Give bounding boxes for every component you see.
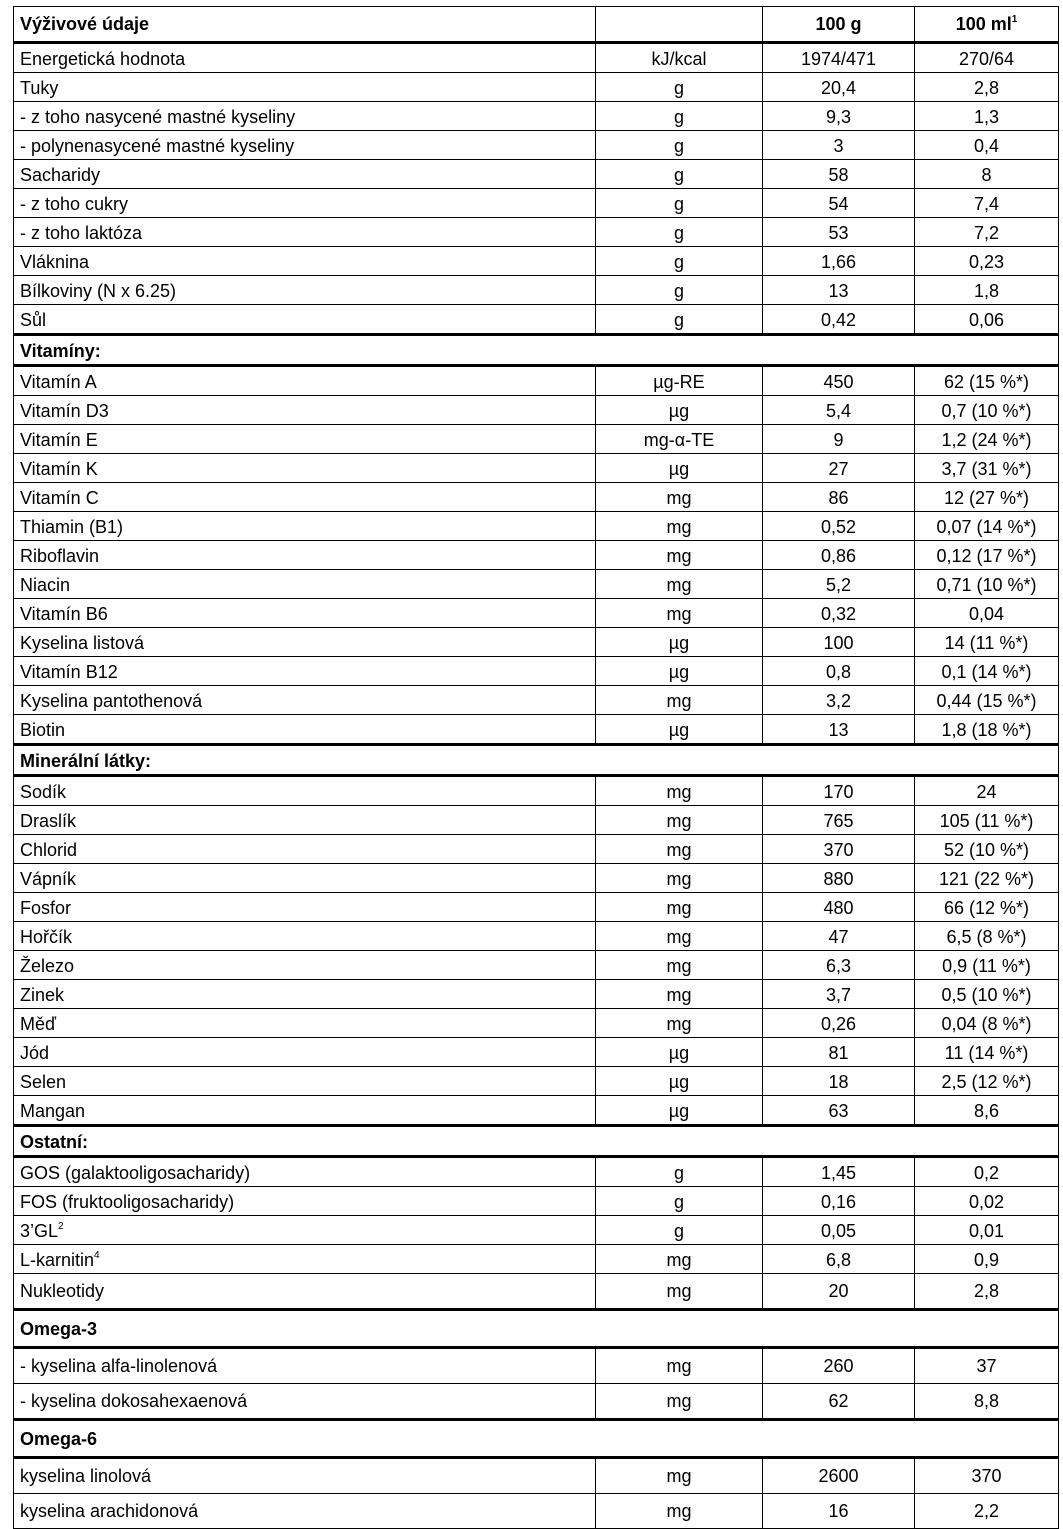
- value-per-100ml: 8,6: [915, 1096, 1059, 1126]
- value-per-100ml: 2,5 (12 %*): [915, 1067, 1059, 1096]
- nutrient-name-text: kyselina arachidonová: [20, 1501, 199, 1521]
- nutrient-name-text: Draslík: [20, 811, 77, 831]
- nutrient-name-text: Vitamín B12: [20, 662, 118, 682]
- value-per-100ml: 1,8 (18 %*): [915, 715, 1059, 745]
- nutrient-name-text: FOS (fruktooligosacharidy): [20, 1192, 235, 1212]
- nutrient-name-text: Mangan: [20, 1101, 86, 1121]
- value-per-100ml: 121 (22 %*): [915, 864, 1059, 893]
- nutrient-name-text: - z toho nasycené mastné kyseliny: [20, 107, 296, 127]
- unit-cell: µg: [596, 454, 763, 483]
- nutrient-name-text: L-karnitin: [20, 1250, 95, 1270]
- table-row: [14, 541, 1059, 570]
- unit-cell: mg: [596, 599, 763, 628]
- section-minerals-title: Minerální látky:: [14, 745, 1059, 776]
- unit-cell: mg: [596, 776, 763, 806]
- unit-cell: mg-α-TE: [596, 425, 763, 454]
- value-per-100ml: 0,01: [915, 1216, 1059, 1245]
- nutrient-name-text: Fosfor: [20, 898, 72, 918]
- nutrient-name: [14, 1458, 596, 1494]
- unit-cell: mg: [596, 980, 763, 1009]
- table-row: [14, 189, 1059, 218]
- nutrient-name: [14, 893, 596, 922]
- nutrient-name: [14, 1494, 596, 1529]
- table-row: [14, 425, 1059, 454]
- unit-cell: g: [596, 1216, 763, 1245]
- nutrient-name-text: Vitamín K: [20, 459, 98, 479]
- table-row: [14, 512, 1059, 541]
- value-per-100g: 5,2: [763, 570, 915, 599]
- section-omega-3: [14, 1310, 1059, 1348]
- unit-cell: mg: [596, 1494, 763, 1529]
- unit-cell: mg: [596, 1384, 763, 1420]
- nutrient-name: [14, 1009, 596, 1038]
- table-row: [14, 1348, 1059, 1384]
- table-row: [14, 73, 1059, 102]
- nutrient-name: [14, 102, 596, 131]
- value-per-100g: 47: [763, 922, 915, 951]
- value-per-100g: 13: [763, 715, 915, 745]
- value-per-100g: 2600: [763, 1458, 915, 1494]
- table-row: [14, 1096, 1059, 1126]
- table-row: [14, 160, 1059, 189]
- nutrient-name: [14, 1038, 596, 1067]
- nutrient-name-text: Sůl: [20, 310, 47, 330]
- nutrient-name-text: 3’GL: [20, 1221, 59, 1241]
- unit-cell: g: [596, 218, 763, 247]
- value-per-100ml: 0,2: [915, 1157, 1059, 1187]
- value-per-100g: 0,32: [763, 599, 915, 628]
- table-row: [14, 1494, 1059, 1529]
- nutrient-name: [14, 425, 596, 454]
- table-row: [14, 366, 1059, 396]
- value-per-100ml: 1,8: [915, 276, 1059, 305]
- nutrient-name-text: Zinek: [20, 985, 65, 1005]
- table-row: [14, 864, 1059, 893]
- nutrient-name-text: Sodík: [20, 782, 67, 802]
- nutrition-table-body: [14, 7, 1059, 1529]
- value-per-100ml: 270/64: [915, 43, 1059, 73]
- unit-cell: g: [596, 102, 763, 131]
- value-per-100ml: 1,2 (24 %*): [915, 425, 1059, 454]
- table-row: [14, 1187, 1059, 1216]
- table-row: [14, 43, 1059, 73]
- table-row: [14, 276, 1059, 305]
- unit-cell: g: [596, 1157, 763, 1187]
- value-per-100g: 86: [763, 483, 915, 512]
- table-row: [14, 454, 1059, 483]
- unit-cell: µg: [596, 715, 763, 745]
- table-row: [14, 657, 1059, 686]
- nutrient-name: [14, 366, 596, 396]
- unit-cell: µg: [596, 1067, 763, 1096]
- nutrient-name: [14, 1274, 596, 1310]
- value-per-100g: 9,3: [763, 102, 915, 131]
- nutrient-name: [14, 806, 596, 835]
- value-per-100ml: 66 (12 %*): [915, 893, 1059, 922]
- value-per-100g: 3: [763, 131, 915, 160]
- table-row: [14, 1157, 1059, 1187]
- unit-cell: mg: [596, 1245, 763, 1274]
- value-per-100g: 0,42: [763, 305, 915, 335]
- nutrient-name: [14, 43, 596, 73]
- value-per-100g: 13: [763, 276, 915, 305]
- unit-cell: µg: [596, 657, 763, 686]
- table-row: [14, 715, 1059, 745]
- value-per-100ml: 370: [915, 1458, 1059, 1494]
- value-per-100g: 0,26: [763, 1009, 915, 1038]
- value-per-100ml: 52 (10 %*): [915, 835, 1059, 864]
- unit-cell: µg: [596, 628, 763, 657]
- unit-cell: mg: [596, 1458, 763, 1494]
- unit-cell: mg: [596, 512, 763, 541]
- unit-cell: mg: [596, 922, 763, 951]
- value-per-100g: 880: [763, 864, 915, 893]
- unit-cell: mg: [596, 1348, 763, 1384]
- value-per-100ml: 24: [915, 776, 1059, 806]
- nutrient-name-text: Nukleotidy: [20, 1281, 105, 1301]
- value-per-100g: 1,45: [763, 1157, 915, 1187]
- nutrient-name: [14, 864, 596, 893]
- value-per-100g: 5,4: [763, 396, 915, 425]
- value-per-100ml: 0,02: [915, 1187, 1059, 1216]
- nutrient-name: [14, 305, 596, 335]
- value-per-100g: 1974/471: [763, 43, 915, 73]
- nutrient-name-text: - z toho cukry: [20, 194, 129, 214]
- value-per-100ml: 0,07 (14 %*): [915, 512, 1059, 541]
- value-per-100ml: 0,04 (8 %*): [915, 1009, 1059, 1038]
- value-per-100g: 370: [763, 835, 915, 864]
- table-row: [14, 305, 1059, 335]
- unit-cell: g: [596, 189, 763, 218]
- nutrient-name: [14, 454, 596, 483]
- nutrient-name-text: Selen: [20, 1072, 67, 1092]
- table-row: [14, 776, 1059, 806]
- table-row: [14, 1038, 1059, 1067]
- section-minerals: [14, 745, 1059, 776]
- table-row: [14, 1458, 1059, 1494]
- value-per-100g: 450: [763, 366, 915, 396]
- unit-cell: g: [596, 160, 763, 189]
- nutrient-name-text: Sacharidy: [20, 165, 101, 185]
- value-per-100g: 0,86: [763, 541, 915, 570]
- unit-cell: mg: [596, 483, 763, 512]
- nutrient-name-text: Tuky: [20, 78, 59, 98]
- unit-cell: µg-RE: [596, 366, 763, 396]
- nutrient-name-text: Chlorid: [20, 840, 78, 860]
- table-row: [14, 218, 1059, 247]
- nutrient-name-text: Niacin: [20, 575, 71, 595]
- value-per-100ml: 7,2: [915, 218, 1059, 247]
- value-per-100g: 9: [763, 425, 915, 454]
- section-other: [14, 1126, 1059, 1157]
- value-per-100g: 3,2: [763, 686, 915, 715]
- value-per-100g: 58: [763, 160, 915, 189]
- value-per-100ml: 0,7 (10 %*): [915, 396, 1059, 425]
- unit-cell: kJ/kcal: [596, 43, 763, 73]
- value-per-100ml: 11 (14 %*): [915, 1038, 1059, 1067]
- nutrient-name: [14, 1216, 596, 1245]
- table-row: [14, 1245, 1059, 1274]
- nutrient-name-text: Vitamín A: [20, 372, 97, 392]
- nutrient-name-text: Jód: [20, 1043, 50, 1063]
- value-per-100g: 3,7: [763, 980, 915, 1009]
- table-row: [14, 835, 1059, 864]
- table-row: [14, 247, 1059, 276]
- value-per-100ml: 1,3: [915, 102, 1059, 131]
- nutrient-name: [14, 715, 596, 745]
- section-omega-3-title: Omega-3: [14, 1310, 1059, 1348]
- value-per-100ml: 0,71 (10 %*): [915, 570, 1059, 599]
- unit-cell: mg: [596, 835, 763, 864]
- table-row: [14, 922, 1059, 951]
- unit-cell: g: [596, 1187, 763, 1216]
- value-per-100ml: 0,04: [915, 599, 1059, 628]
- nutrient-name-text: Energetická hodnota: [20, 49, 186, 69]
- table-row: [14, 1009, 1059, 1038]
- nutrient-name-text: Vápník: [20, 869, 77, 889]
- value-per-100g: 20: [763, 1274, 915, 1310]
- nutrient-name: [14, 1067, 596, 1096]
- nutrient-name: [14, 1245, 596, 1274]
- table-row: [14, 570, 1059, 599]
- value-per-100g: 1,66: [763, 247, 915, 276]
- value-per-100ml: 0,5 (10 %*): [915, 980, 1059, 1009]
- table-row: [14, 806, 1059, 835]
- unit-cell: µg: [596, 1038, 763, 1067]
- value-per-100ml: 7,4: [915, 189, 1059, 218]
- table-row: [14, 951, 1059, 980]
- value-per-100ml: 0,9 (11 %*): [915, 951, 1059, 980]
- header-label: Výživové údaje: [14, 7, 596, 43]
- value-per-100g: 6,3: [763, 951, 915, 980]
- nutrient-name: [14, 835, 596, 864]
- nutrient-name: [14, 276, 596, 305]
- nutrient-name-text: Vitamín E: [20, 430, 98, 450]
- nutrient-name-text: Železo: [20, 956, 75, 976]
- nutrient-name: [14, 1096, 596, 1126]
- nutrient-name: [14, 980, 596, 1009]
- value-per-100g: 0,8: [763, 657, 915, 686]
- nutrient-name: [14, 189, 596, 218]
- nutrient-name-text: Vitamín C: [20, 488, 99, 508]
- unit-cell: g: [596, 73, 763, 102]
- unit-cell: mg: [596, 864, 763, 893]
- value-per-100g: 20,4: [763, 73, 915, 102]
- nutrient-name: [14, 599, 596, 628]
- value-per-100g: 53: [763, 218, 915, 247]
- value-per-100ml: 2,8: [915, 1274, 1059, 1310]
- nutrient-name-text: Hořčík: [20, 927, 73, 947]
- section-vitamins: [14, 335, 1059, 366]
- value-per-100ml: 0,06: [915, 305, 1059, 335]
- header-footnote-1: 1: [1011, 14, 1018, 25]
- value-per-100ml: 2,2: [915, 1494, 1059, 1529]
- unit-cell: mg: [596, 686, 763, 715]
- table-row: [14, 628, 1059, 657]
- value-per-100g: 63: [763, 1096, 915, 1126]
- nutrient-name: [14, 541, 596, 570]
- unit-cell: g: [596, 276, 763, 305]
- value-per-100g: 0,05: [763, 1216, 915, 1245]
- table-header-row: [14, 7, 1059, 43]
- nutrient-name: [14, 483, 596, 512]
- unit-cell: g: [596, 305, 763, 335]
- value-per-100ml: 62 (15 %*): [915, 366, 1059, 396]
- nutrient-name-text: Bílkoviny (N x 6.25): [20, 281, 177, 301]
- value-per-100g: 81: [763, 1038, 915, 1067]
- nutrient-name-text: Biotin: [20, 720, 66, 740]
- value-per-100ml: 2,8: [915, 73, 1059, 102]
- value-per-100g: 62: [763, 1384, 915, 1420]
- nutrition-table: [13, 6, 1059, 1529]
- nutrient-name: [14, 247, 596, 276]
- nutrient-name: [14, 686, 596, 715]
- nutrient-name-text: Vitamín D3: [20, 401, 109, 421]
- nutrient-name: [14, 396, 596, 425]
- nutrient-name: [14, 951, 596, 980]
- nutrient-name: [14, 131, 596, 160]
- nutrient-name: [14, 512, 596, 541]
- unit-cell: mg: [596, 1009, 763, 1038]
- header-per-100ml: [915, 7, 1059, 43]
- value-per-100g: 765: [763, 806, 915, 835]
- value-per-100ml: 6,5 (8 %*): [915, 922, 1059, 951]
- nutrient-name: [14, 160, 596, 189]
- value-per-100g: 0,16: [763, 1187, 915, 1216]
- unit-cell: mg: [596, 541, 763, 570]
- nutrient-name-text: - kyselina dokosahexaenová: [20, 1391, 248, 1411]
- value-per-100g: 480: [763, 893, 915, 922]
- value-per-100ml: 0,4: [915, 131, 1059, 160]
- table-row: [14, 599, 1059, 628]
- value-per-100ml: 12 (27 %*): [915, 483, 1059, 512]
- nutrient-name: [14, 218, 596, 247]
- table-row: [14, 131, 1059, 160]
- unit-cell: g: [596, 131, 763, 160]
- value-per-100ml: 3,7 (31 %*): [915, 454, 1059, 483]
- header-per-100ml-label: 100 ml: [955, 14, 1012, 34]
- table-row: [14, 1274, 1059, 1310]
- section-omega-6-title: Omega-6: [14, 1420, 1059, 1458]
- nutrient-name: [14, 73, 596, 102]
- value-per-100g: 18: [763, 1067, 915, 1096]
- nutrient-name: [14, 628, 596, 657]
- value-per-100ml: 105 (11 %*): [915, 806, 1059, 835]
- value-per-100g: 6,8: [763, 1245, 915, 1274]
- nutrient-name-text: Měď: [20, 1014, 57, 1034]
- value-per-100g: 0,52: [763, 512, 915, 541]
- table-row: [14, 893, 1059, 922]
- value-per-100ml: 8,8: [915, 1384, 1059, 1420]
- table-row: [14, 1216, 1059, 1245]
- unit-cell: µg: [596, 396, 763, 425]
- unit-cell: g: [596, 247, 763, 276]
- section-other-title: Ostatní:: [14, 1126, 1059, 1157]
- value-per-100ml: 0,12 (17 %*): [915, 541, 1059, 570]
- nutrient-name-text: Riboflavin: [20, 546, 100, 566]
- value-per-100g: 100: [763, 628, 915, 657]
- nutrient-name: [14, 1157, 596, 1187]
- value-per-100g: 54: [763, 189, 915, 218]
- nutrient-name-text: Vláknina: [20, 252, 90, 272]
- table-row: [14, 102, 1059, 131]
- nutrient-name-text: Thiamin (B1): [20, 517, 124, 537]
- unit-cell: µg: [596, 1096, 763, 1126]
- unit-cell: mg: [596, 1274, 763, 1310]
- nutrient-name-text: - z toho laktóza: [20, 223, 143, 243]
- nutrient-name: [14, 1384, 596, 1420]
- value-per-100ml: 14 (11 %*): [915, 628, 1059, 657]
- nutrient-name: [14, 657, 596, 686]
- unit-cell: mg: [596, 806, 763, 835]
- section-vitamins-title: Vitamíny:: [14, 335, 1059, 366]
- table-row: [14, 980, 1059, 1009]
- footnote-marker: 2: [58, 1221, 64, 1232]
- table-row: [14, 1067, 1059, 1096]
- value-per-100ml: 8: [915, 160, 1059, 189]
- table-row: [14, 396, 1059, 425]
- unit-cell: mg: [596, 893, 763, 922]
- value-per-100ml: 0,9: [915, 1245, 1059, 1274]
- header-per-100g: 100 g: [763, 7, 915, 43]
- value-per-100g: 16: [763, 1494, 915, 1529]
- nutrient-name: [14, 1187, 596, 1216]
- value-per-100ml: 0,44 (15 %*): [915, 686, 1059, 715]
- unit-cell: mg: [596, 951, 763, 980]
- nutrient-name-text: Kyselina pantothenová: [20, 691, 203, 711]
- unit-cell: mg: [596, 570, 763, 599]
- nutrient-name-text: Kyselina listová: [20, 633, 145, 653]
- table-row: [14, 483, 1059, 512]
- nutrient-name: [14, 1348, 596, 1384]
- nutrient-name-text: kyselina linolová: [20, 1466, 152, 1486]
- section-omega-6: [14, 1420, 1059, 1458]
- table-row: [14, 686, 1059, 715]
- value-per-100ml: 0,23: [915, 247, 1059, 276]
- nutrient-name: [14, 922, 596, 951]
- footnote-marker: 4: [94, 1250, 100, 1261]
- value-per-100g: 170: [763, 776, 915, 806]
- value-per-100ml: 37: [915, 1348, 1059, 1384]
- nutrient-name: [14, 776, 596, 806]
- value-per-100g: 27: [763, 454, 915, 483]
- nutrient-name-text: Vitamín B6: [20, 604, 108, 624]
- nutrient-name-text: - polynenasycené mastné kyseliny: [20, 136, 295, 156]
- nutrient-name-text: GOS (galaktooligosacharidy): [20, 1163, 251, 1183]
- nutrient-name: [14, 570, 596, 599]
- nutrient-name-text: - kyselina alfa-linolenová: [20, 1356, 218, 1376]
- value-per-100ml: 0,1 (14 %*): [915, 657, 1059, 686]
- header-unit: [596, 7, 763, 43]
- table-row: [14, 1384, 1059, 1420]
- value-per-100g: 260: [763, 1348, 915, 1384]
